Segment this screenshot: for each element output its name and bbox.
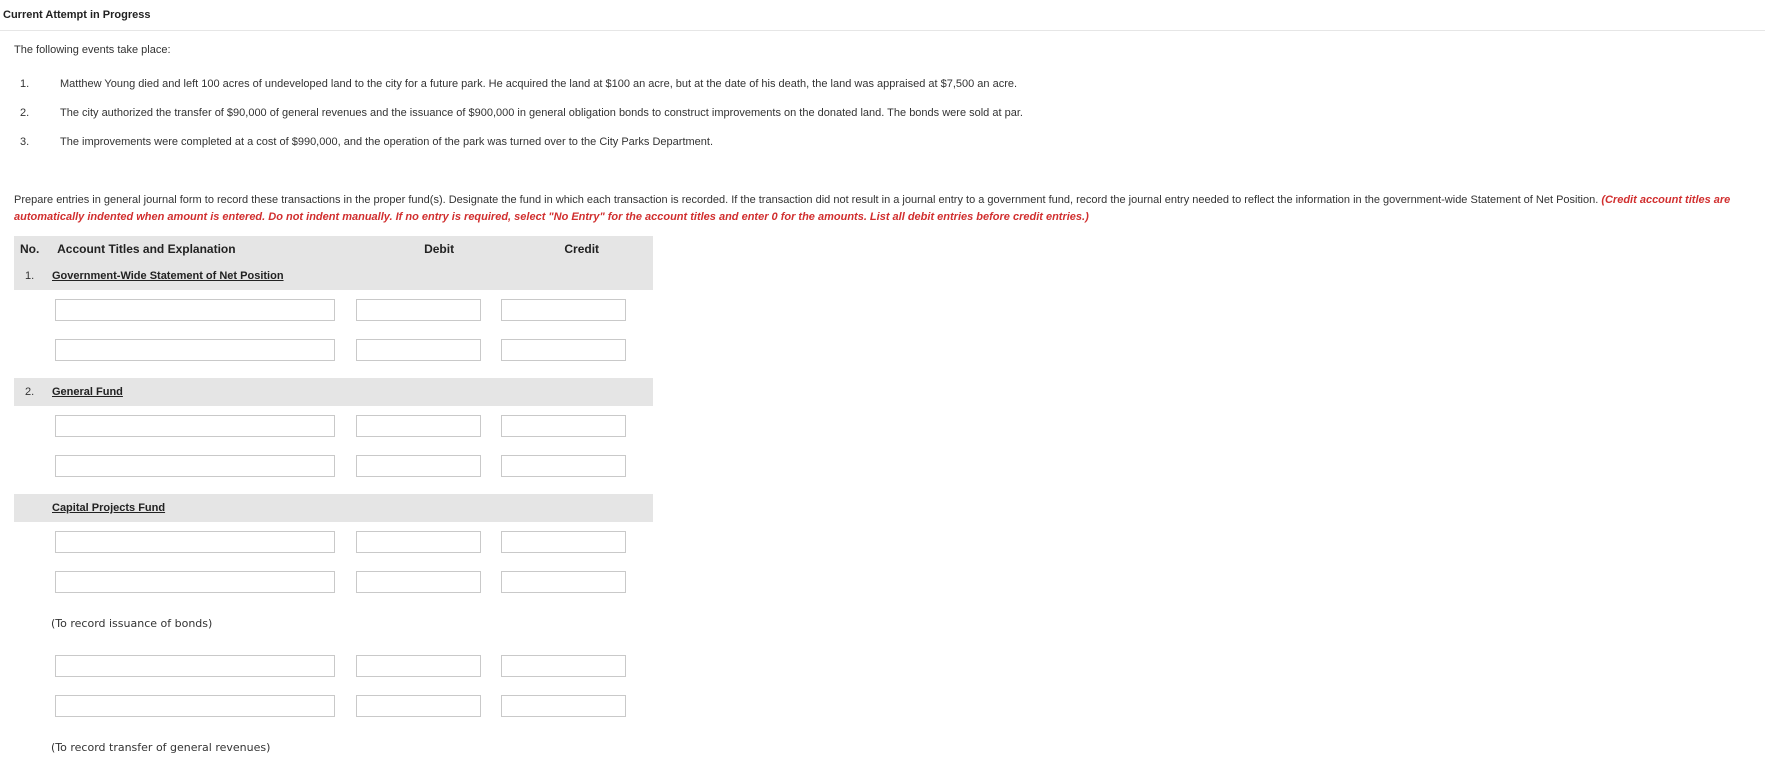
entry-note-transfer: (To record transfer of general revenues) [51,741,271,754]
account-title-input[interactable] [55,531,335,553]
intro-text: The following events take place: [14,44,171,56]
section-govt-wide [14,262,653,290]
debit-input[interactable] [356,339,481,361]
journal-row [14,446,653,486]
account-title-input[interactable] [55,695,335,717]
status-bar [0,0,1765,31]
header-no: No. [20,242,40,256]
journal-row [14,646,653,686]
debit-input[interactable] [356,571,481,593]
journal-row [14,406,653,446]
question-content [0,31,1765,770]
section-title: Government-Wide Statement of Net Position [52,270,284,282]
account-title-input[interactable] [55,455,335,477]
event-item [14,77,1751,106]
journal-header [14,236,653,262]
event-item [14,106,1751,135]
instructions [14,192,1751,226]
entry-note-bonds: (To record issuance of bonds) [51,617,213,630]
debit-input[interactable] [356,415,481,437]
instructions-text: Prepare entries in general journal form to record these transactions in the proper fund(s). Designate the fund in which each transaction is recorded. If the transaction did not result in a journal entry to a government fund, record the journal entry needed to reflect the information in the government-wide Statement of Net Position. [14,194,1602,206]
section-general-fund [14,378,653,406]
credit-input[interactable] [501,339,626,361]
credit-input[interactable] [501,531,626,553]
journal-row [14,330,653,370]
section-title: Capital Projects Fund [52,502,166,514]
event-text: The city authorized the transfer of $90,000 of general revenues and the issuance of $900,000 in general obligation bonds to construct improvements on the donated land. The bonds were sold at par. [60,107,1023,119]
journal-row [14,522,653,562]
account-title-input[interactable] [55,299,335,321]
attempt-status: Current Attempt in Progress [3,9,151,21]
section-title: General Fund [52,386,123,398]
debit-input[interactable] [356,531,481,553]
journal-table [14,236,653,770]
section-capital-projects-fund [14,494,653,522]
header-account: Account Titles and Explanation [57,242,236,256]
debit-input[interactable] [356,655,481,677]
header-debit: Debit [424,242,455,256]
journal-row [14,562,653,602]
instructions-warning: (Credit account titles are automatically indented when amount is entered. Do not indent manually. If no entry is required, select "No Entry" for the account titles and enter 0 for the amounts. List all debit entries before credit entries.) [14,194,1731,223]
credit-input[interactable] [501,415,626,437]
credit-input[interactable] [501,455,626,477]
event-text: The improvements were completed at a cost of $990,000, and the operation of the park was turned over to the City Parks Department. [60,136,714,148]
event-number: 1. [20,78,30,90]
credit-input[interactable] [501,695,626,717]
debit-input[interactable] [356,299,481,321]
debit-input[interactable] [356,695,481,717]
credit-input[interactable] [501,571,626,593]
journal-row [14,290,653,330]
event-item [14,135,1751,164]
event-number: 2. [20,107,30,119]
account-title-input[interactable] [55,571,335,593]
event-number: 3. [20,136,30,148]
event-text: Matthew Young died and left 100 acres of undeveloped land to the city for a future park. He acquired the land at $100 an acre, but at the date of his death, the land was appraised at $7,500 an acre. [60,78,1018,90]
credit-input[interactable] [501,299,626,321]
account-title-input[interactable] [55,339,335,361]
journal-row [14,686,653,726]
header-credit: Credit [564,242,600,256]
account-title-input[interactable] [55,655,335,677]
credit-input[interactable] [501,655,626,677]
events-list [14,77,1751,164]
section-number: 1. [25,270,35,282]
debit-input[interactable] [356,455,481,477]
account-title-input[interactable] [55,415,335,437]
section-number: 2. [25,386,35,398]
